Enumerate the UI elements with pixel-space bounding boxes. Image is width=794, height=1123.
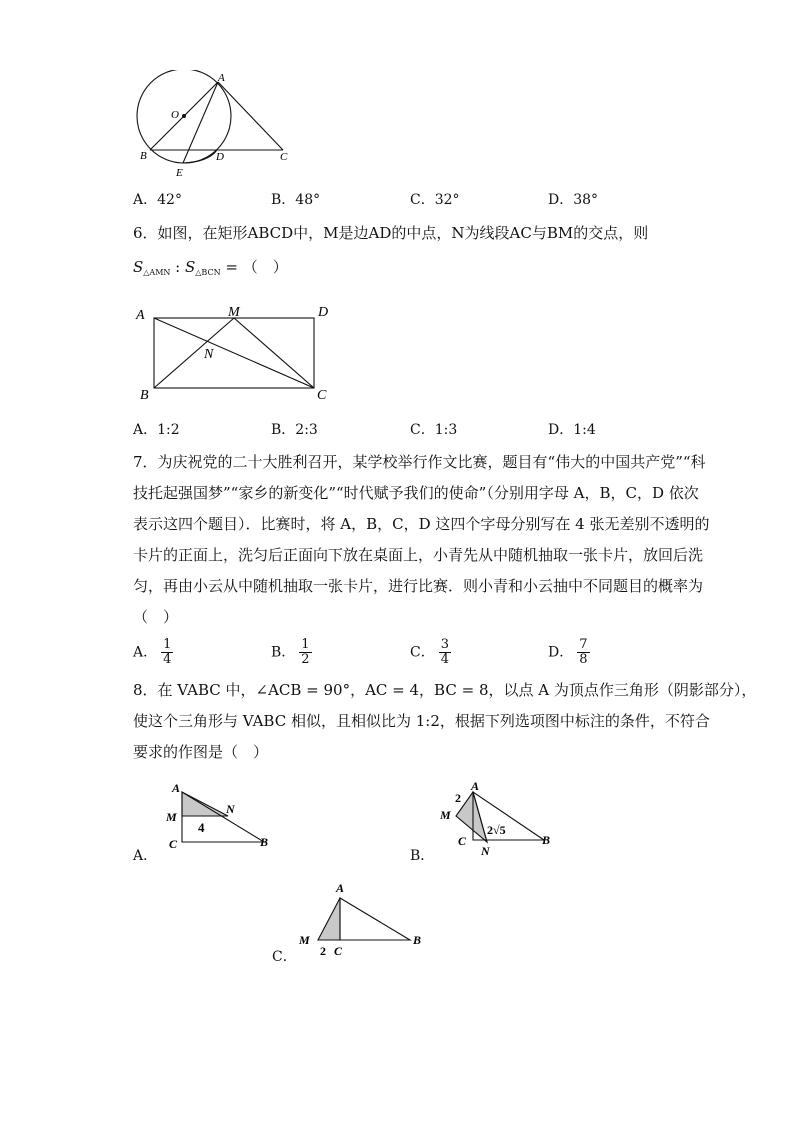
- q7-option-b[interactable]: B． $\frac{1}{2}$: [271, 637, 310, 667]
- q6-option-c[interactable]: C．1:3: [410, 422, 458, 438]
- q8a-label-b: B: [260, 835, 269, 849]
- q6-rectangle-figure: [130, 300, 340, 405]
- q8-stem-line3: 要求的作图是（ ）: [133, 743, 269, 761]
- q6-label-d: D: [318, 305, 329, 320]
- q7-stem-line4: 卡片的正面上，洗匀后正面向下放在桌面上，小青先从中随机抽取一张卡片，放回后洗: [133, 546, 704, 564]
- q5-option-b[interactable]: B．48°: [271, 192, 321, 208]
- q8a-label-a: A: [172, 781, 181, 795]
- q7-fraction-a: $\frac{1}{4}$: [163, 637, 172, 667]
- q6-option-a[interactable]: A．1:2: [133, 422, 180, 438]
- q8a-label-m: M: [166, 810, 177, 824]
- q8c-label-b: B: [413, 933, 422, 947]
- q8b-label-b: B: [542, 833, 551, 847]
- q7-option-d[interactable]: D． $\frac{7}{8}$: [548, 637, 588, 667]
- q8b-label-m: M: [440, 808, 451, 822]
- q5-label-o: O: [171, 109, 179, 121]
- q7-stem-line2: 技托起强国梦”“家乡的新变化”“时代赋予我们的使命”（分别用字母 A，B，C，D 依次: [133, 484, 699, 502]
- q5-circle-figure: [130, 70, 300, 185]
- q5-label-b: B: [140, 150, 147, 162]
- q8-option-b-letter[interactable]: B．: [410, 848, 435, 864]
- q6-stem-line1: 6．如图，在矩形ABCD中，M是边AD的中点，N为线段AC与BM的交点，则: [133, 224, 649, 242]
- q5-label-c: C: [280, 151, 288, 163]
- q6-option-b[interactable]: B．2:3: [271, 422, 318, 438]
- q8a-label-n: N: [226, 802, 235, 816]
- q8b-label-n: N: [481, 844, 490, 858]
- q8a-label-c: C: [169, 837, 178, 851]
- q7-fraction-c: $\frac{3}{4}$: [440, 637, 449, 667]
- q6-label-m: M: [228, 305, 240, 320]
- q8-figure-a: [160, 776, 285, 856]
- q7-fraction-d: $\frac{7}{8}$: [579, 637, 588, 667]
- q5-label-d: D: [216, 151, 224, 163]
- q6-option-d[interactable]: D．1:4: [548, 422, 596, 438]
- q6-label-a: A: [136, 308, 145, 323]
- q8b-label-c: C: [458, 834, 467, 848]
- q7-stem-line6: （ ）: [133, 608, 179, 626]
- q8c-label-m: M: [299, 933, 310, 947]
- q7-option-c[interactable]: C． $\frac{3}{4}$: [410, 637, 449, 667]
- q5-label-a: A: [218, 72, 225, 84]
- q6-label-n: N: [204, 347, 214, 362]
- q8-figure-c: [290, 876, 435, 966]
- q8-stem-line1: 8．在 VABC 中，∠ACB = 90°，AC = 4，BC = 8，以点 A 为顶点作三角形（阴影部分），: [133, 681, 757, 699]
- q8b-len2: 2√5: [487, 823, 506, 837]
- q7-fraction-b: $\frac{1}{2}$: [301, 637, 310, 667]
- q5-option-d[interactable]: D．38°: [548, 192, 599, 208]
- q5-option-c[interactable]: C．32°: [410, 192, 460, 208]
- q7-stem-line5: 匀，再由小云从中随机抽取一张卡片，进行比赛．则小青和小云抽中不同题目的概率为: [133, 577, 704, 595]
- q8-figure-b: [436, 776, 561, 858]
- q8a-len: 4: [198, 820, 205, 835]
- q8-option-a-letter[interactable]: A．: [133, 848, 158, 864]
- q6-label-b: B: [140, 388, 149, 403]
- q7-stem-line3: 表示这四个题目）．比赛时，将 A，B，C，D 这四个字母分别写在 4 张无差别不透明的: [133, 515, 710, 533]
- q5-option-a[interactable]: A．42°: [133, 192, 182, 208]
- q8c-label-c: C: [334, 944, 343, 958]
- q8b-len1: 2: [455, 791, 461, 805]
- q7-stem-line1: 7．为庆祝党的二十大胜利召开，某学校举行作文比赛，题目有“伟大的中国共产党”“科: [133, 453, 706, 471]
- q8c-len: 2: [320, 944, 326, 958]
- q7-option-a[interactable]: A． $\frac{1}{4}$: [133, 637, 172, 667]
- q6-label-c: C: [317, 388, 327, 403]
- q8b-label-a: A: [471, 779, 480, 793]
- q8-option-c-letter[interactable]: C．: [272, 949, 297, 965]
- q8-stem-line2: 使这个三角形与 VABC 相似，且相似比为 1:2，根据下列选项图中标注的条件，不符合: [133, 712, 710, 730]
- q5-label-e: E: [176, 167, 183, 179]
- q6-stem-line2: $S_{\triangle AMN}$ : $S_{\triangle BCN}$ = （ ）: [133, 258, 288, 277]
- q8c-label-a: A: [336, 881, 345, 895]
